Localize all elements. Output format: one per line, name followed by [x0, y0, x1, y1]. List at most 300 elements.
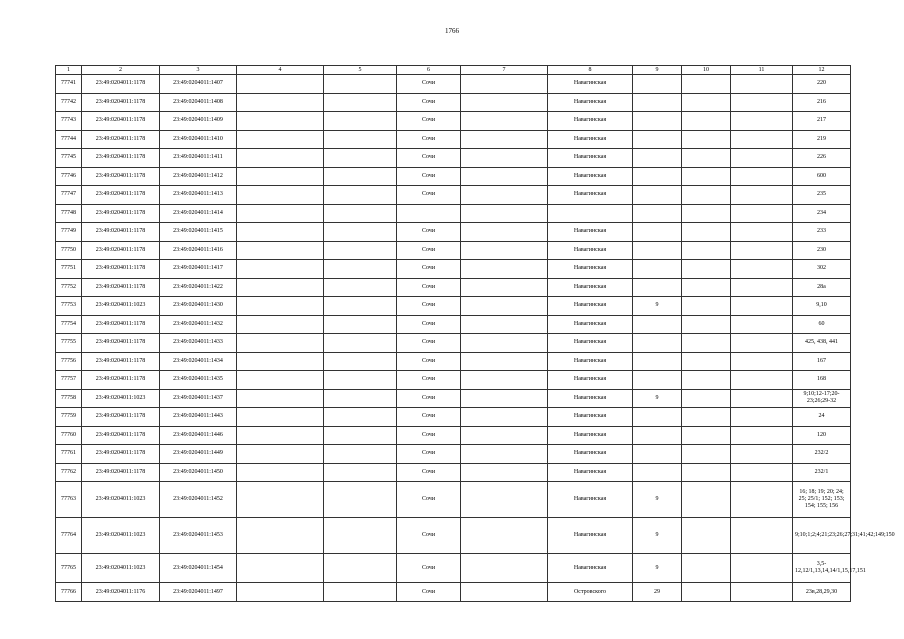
- table-cell: Сочи: [397, 371, 461, 390]
- table-cell: 219: [793, 130, 851, 149]
- table-cell: 23:49:0204011:1178: [82, 241, 160, 260]
- table-cell: Сочи: [397, 463, 461, 482]
- table-cell: 24: [793, 408, 851, 427]
- column-header: 5: [324, 66, 397, 75]
- table-cell: [324, 463, 397, 482]
- table-cell: Сочи: [397, 445, 461, 464]
- table-cell: 23:49:0204011:1178: [82, 315, 160, 334]
- table-cell: [682, 75, 731, 94]
- table-cell: [682, 130, 731, 149]
- table-cell: Навагинская: [548, 334, 633, 353]
- table-cell: Островского: [548, 583, 633, 602]
- table-cell: 23:49:0204011:1422: [160, 278, 237, 297]
- table-cell: [324, 482, 397, 518]
- table-cell: [731, 371, 793, 390]
- table-cell: [237, 130, 324, 149]
- table-cell: [633, 408, 682, 427]
- table-cell: [682, 554, 731, 583]
- table-cell: [461, 297, 548, 316]
- table-cell: [324, 297, 397, 316]
- table-cell: [633, 186, 682, 205]
- table-cell: [633, 315, 682, 334]
- table-cell: 77751: [56, 260, 82, 279]
- table-cell: Сочи: [397, 518, 461, 554]
- table-cell: [461, 554, 548, 583]
- table-cell: [237, 371, 324, 390]
- table-cell: 23:49:0204011:1432: [160, 315, 237, 334]
- table-cell: 77750: [56, 241, 82, 260]
- table-cell: 77759: [56, 408, 82, 427]
- table-cell: [324, 554, 397, 583]
- table-cell: 77763: [56, 482, 82, 518]
- table-cell: Навагинская: [548, 315, 633, 334]
- table-row: [56, 223, 851, 242]
- table-cell: 9: [633, 389, 682, 408]
- table-cell: Навагинская: [548, 278, 633, 297]
- table-cell: [633, 223, 682, 242]
- table-cell: [682, 315, 731, 334]
- column-header: 6: [397, 66, 461, 75]
- column-header: 4: [237, 66, 324, 75]
- table-cell: 23:49:0204011:1178: [82, 112, 160, 131]
- table-cell: Навагинская: [548, 554, 633, 583]
- table-cell: Навагинская: [548, 445, 633, 464]
- table-cell: 23:49:0204011:1178: [82, 149, 160, 168]
- table-row: [56, 482, 851, 518]
- column-header: 8: [548, 66, 633, 75]
- table-cell: 77741: [56, 75, 82, 94]
- table-cell: Навагинская: [548, 167, 633, 186]
- table-cell: [237, 482, 324, 518]
- table-row: [56, 130, 851, 149]
- table-cell: 77743: [56, 112, 82, 131]
- table-cell: Сочи: [397, 186, 461, 205]
- table-row: [56, 241, 851, 260]
- table-cell: [461, 112, 548, 131]
- table-cell: [682, 297, 731, 316]
- table-cell: 233: [793, 223, 851, 242]
- table-cell: [633, 241, 682, 260]
- table-cell: [461, 482, 548, 518]
- table-cell: 23:49:0204011:1023: [82, 482, 160, 518]
- table-cell: [324, 223, 397, 242]
- table-cell: [461, 426, 548, 445]
- table-cell: [731, 75, 793, 94]
- table-cell: 23:49:0204011:1411: [160, 149, 237, 168]
- table-cell: 23:49:0204011:1410: [160, 130, 237, 149]
- table-cell: [324, 583, 397, 602]
- table-cell: Навагинская: [548, 149, 633, 168]
- table-cell: [237, 518, 324, 554]
- table-cell: 23:49:0204011:1178: [82, 167, 160, 186]
- table-cell: 23:49:0204011:1408: [160, 93, 237, 112]
- table-row: [56, 186, 851, 205]
- table-cell: [237, 315, 324, 334]
- table-row: [56, 260, 851, 279]
- table-cell: [731, 518, 793, 554]
- table-cell: Сочи: [397, 334, 461, 353]
- header-row: [56, 66, 851, 75]
- table-cell: [633, 260, 682, 279]
- table-cell: [731, 260, 793, 279]
- table-cell: [461, 445, 548, 464]
- table-cell: [237, 445, 324, 464]
- table-cell: 23:49:0204011:1178: [82, 463, 160, 482]
- table-cell: [731, 241, 793, 260]
- table-cell: [324, 167, 397, 186]
- table-cell: 234: [793, 204, 851, 223]
- table-cell: 16; 18; 19; 20; 24; 25; 25/1; 152; 153; 154; 155; 156: [793, 482, 851, 518]
- table-cell: 77749: [56, 223, 82, 242]
- table-cell: [682, 445, 731, 464]
- table-row: [56, 426, 851, 445]
- table-cell: [682, 223, 731, 242]
- table-cell: 23:49:0204011:1178: [82, 278, 160, 297]
- table-cell: [461, 463, 548, 482]
- table-cell: [461, 149, 548, 168]
- table-cell: Навагинская: [548, 112, 633, 131]
- table-cell: 77765: [56, 554, 82, 583]
- table-cell: Сочи: [397, 167, 461, 186]
- table-cell: 23:49:0204011:1176: [82, 583, 160, 602]
- table-cell: [324, 445, 397, 464]
- table-cell: Навагинская: [548, 426, 633, 445]
- table-cell: 23:49:0204011:1435: [160, 371, 237, 390]
- table-cell: [682, 204, 731, 223]
- table-cell: [237, 75, 324, 94]
- table-row: [56, 204, 851, 223]
- table-row: [56, 149, 851, 168]
- table-cell: 77757: [56, 371, 82, 390]
- table-cell: [237, 554, 324, 583]
- table-row: [56, 297, 851, 316]
- table-cell: [324, 371, 397, 390]
- column-header: 3: [160, 66, 237, 75]
- table-cell: Навагинская: [548, 352, 633, 371]
- table-cell: [237, 223, 324, 242]
- column-header: 2: [82, 66, 160, 75]
- table-cell: 23:49:0204011:1178: [82, 371, 160, 390]
- table-cell: [731, 352, 793, 371]
- table-cell: 77754: [56, 315, 82, 334]
- table-cell: [633, 93, 682, 112]
- table-cell: [237, 260, 324, 279]
- table-cell: 232/1: [793, 463, 851, 482]
- table-cell: Сочи: [397, 241, 461, 260]
- table-cell: Сочи: [397, 554, 461, 583]
- table-cell: Сочи: [397, 315, 461, 334]
- table-cell: 23:49:0204011:1415: [160, 223, 237, 242]
- table-cell: 23:49:0204011:1497: [160, 583, 237, 602]
- table-cell: [731, 149, 793, 168]
- table-row: [56, 334, 851, 353]
- table-cell: [324, 389, 397, 408]
- table-cell: [237, 297, 324, 316]
- table-cell: [461, 371, 548, 390]
- table-cell: [237, 408, 324, 427]
- table-cell: [731, 130, 793, 149]
- table-cell: Навагинская: [548, 93, 633, 112]
- table-cell: 23:49:0204011:1178: [82, 223, 160, 242]
- table-cell: Навагинская: [548, 260, 633, 279]
- table-cell: 23:49:0204011:1413: [160, 186, 237, 205]
- table-cell: [461, 408, 548, 427]
- table-row: [56, 583, 851, 602]
- table-cell: 23:49:0204011:1023: [82, 389, 160, 408]
- table-cell: 216: [793, 93, 851, 112]
- table-row: [56, 389, 851, 408]
- table-cell: [682, 408, 731, 427]
- table-cell: 23:49:0204011:1412: [160, 167, 237, 186]
- table-cell: [633, 463, 682, 482]
- table-cell: 9;10;1;2;4;21;23;26;27;31;41;42;149;150: [793, 518, 851, 554]
- table-cell: [548, 204, 633, 223]
- table-row: [56, 167, 851, 186]
- table-cell: [461, 204, 548, 223]
- table-cell: [731, 112, 793, 131]
- column-header: 12: [793, 66, 851, 75]
- table-cell: [731, 297, 793, 316]
- table-cell: 23:49:0204011:1449: [160, 445, 237, 464]
- table-cell: 28а: [793, 278, 851, 297]
- table-cell: 23:49:0204011:1178: [82, 334, 160, 353]
- table-cell: 23:49:0204011:1453: [160, 518, 237, 554]
- table-cell: [324, 204, 397, 223]
- table-cell: [461, 334, 548, 353]
- table-cell: 77758: [56, 389, 82, 408]
- table-cell: [324, 426, 397, 445]
- table-cell: [682, 260, 731, 279]
- table-cell: [324, 112, 397, 131]
- table-cell: 77742: [56, 93, 82, 112]
- table-cell: 23:49:0204011:1178: [82, 260, 160, 279]
- table-cell: [633, 149, 682, 168]
- table-cell: [461, 241, 548, 260]
- table-cell: [324, 75, 397, 94]
- table-cell: [237, 241, 324, 260]
- table-cell: [324, 93, 397, 112]
- table-cell: [324, 408, 397, 427]
- table-cell: [731, 426, 793, 445]
- table-row: [56, 408, 851, 427]
- table-cell: [633, 167, 682, 186]
- column-header: 7: [461, 66, 548, 75]
- table-cell: [682, 518, 731, 554]
- table-cell: Сочи: [397, 426, 461, 445]
- table-cell: [324, 278, 397, 297]
- table-cell: [237, 583, 324, 602]
- table-cell: 226: [793, 149, 851, 168]
- table-cell: [633, 445, 682, 464]
- table-cell: 23:49:0204011:1178: [82, 204, 160, 223]
- table-cell: 9: [633, 482, 682, 518]
- table-cell: [682, 389, 731, 408]
- table-cell: 23:49:0204011:1023: [82, 554, 160, 583]
- table-cell: [237, 186, 324, 205]
- table-cell: [682, 352, 731, 371]
- table-cell: Сочи: [397, 278, 461, 297]
- table-cell: [633, 130, 682, 149]
- table-cell: [461, 389, 548, 408]
- table-cell: 302: [793, 260, 851, 279]
- table-cell: [461, 223, 548, 242]
- table-cell: 77755: [56, 334, 82, 353]
- table-cell: [237, 149, 324, 168]
- table-cell: 77762: [56, 463, 82, 482]
- table-cell: [324, 241, 397, 260]
- table-cell: Навагинская: [548, 371, 633, 390]
- table-cell: 23:49:0204011:1433: [160, 334, 237, 353]
- table-cell: [633, 334, 682, 353]
- table-cell: 60: [793, 315, 851, 334]
- table-cell: [237, 112, 324, 131]
- table-cell: 23:49:0204011:1407: [160, 75, 237, 94]
- table-cell: [237, 278, 324, 297]
- column-header: 9: [633, 66, 682, 75]
- table-row: [56, 554, 851, 583]
- table-cell: Навагинская: [548, 482, 633, 518]
- table-cell: 120: [793, 426, 851, 445]
- table-cell: 77761: [56, 445, 82, 464]
- table-cell: Сочи: [397, 583, 461, 602]
- table-cell: 23:49:0204011:1434: [160, 352, 237, 371]
- table-cell: [731, 389, 793, 408]
- table-cell: [461, 167, 548, 186]
- table-cell: [682, 371, 731, 390]
- table-cell: 23:49:0204011:1446: [160, 426, 237, 445]
- table-cell: [461, 260, 548, 279]
- table-cell: Сочи: [397, 130, 461, 149]
- table-cell: 217: [793, 112, 851, 131]
- table-cell: [682, 426, 731, 445]
- table-cell: [237, 463, 324, 482]
- table-cell: Сочи: [397, 223, 461, 242]
- table-cell: 23:49:0204011:1409: [160, 112, 237, 131]
- table-cell: [682, 463, 731, 482]
- table-cell: [682, 334, 731, 353]
- table-cell: [237, 389, 324, 408]
- table-row: [56, 445, 851, 464]
- table-cell: [682, 482, 731, 518]
- table-cell: [237, 426, 324, 445]
- table-cell: [633, 204, 682, 223]
- table-cell: 9: [633, 554, 682, 583]
- table-cell: Навагинская: [548, 408, 633, 427]
- table-cell: Навагинская: [548, 130, 633, 149]
- table-cell: [397, 204, 461, 223]
- table-cell: [731, 204, 793, 223]
- table-cell: [731, 167, 793, 186]
- table-cell: 232/2: [793, 445, 851, 464]
- table-cell: 23:49:0204011:1178: [82, 186, 160, 205]
- table-cell: 77760: [56, 426, 82, 445]
- table-cell: [633, 352, 682, 371]
- table-cell: [324, 518, 397, 554]
- table-cell: [324, 130, 397, 149]
- table-cell: [731, 334, 793, 353]
- table-cell: Навагинская: [548, 186, 633, 205]
- table-cell: 235: [793, 186, 851, 205]
- page-number: 1766: [445, 27, 459, 35]
- table-cell: 77746: [56, 167, 82, 186]
- table-row: [56, 371, 851, 390]
- table-cell: [682, 186, 731, 205]
- table-cell: [324, 149, 397, 168]
- table-row: [56, 278, 851, 297]
- table-cell: Навагинская: [548, 518, 633, 554]
- table-cell: 167: [793, 352, 851, 371]
- table-cell: 9: [633, 518, 682, 554]
- table-cell: 23:49:0204011:1178: [82, 445, 160, 464]
- table-cell: 23:49:0204011:1417: [160, 260, 237, 279]
- table-cell: [237, 93, 324, 112]
- table-cell: 23:49:0204011:1023: [82, 297, 160, 316]
- table-cell: 77747: [56, 186, 82, 205]
- table-cell: [324, 186, 397, 205]
- table-cell: [731, 93, 793, 112]
- table-cell: [461, 315, 548, 334]
- table-cell: [237, 167, 324, 186]
- table-cell: Сочи: [397, 93, 461, 112]
- table-cell: Навагинская: [548, 241, 633, 260]
- table-cell: 77745: [56, 149, 82, 168]
- table-cell: Сочи: [397, 408, 461, 427]
- table-cell: [633, 75, 682, 94]
- table-cell: 77764: [56, 518, 82, 554]
- table-cell: Сочи: [397, 352, 461, 371]
- table-cell: [731, 554, 793, 583]
- table-cell: 77748: [56, 204, 82, 223]
- table-cell: Сочи: [397, 482, 461, 518]
- table-cell: [633, 278, 682, 297]
- table-cell: [633, 112, 682, 131]
- registry-table: [55, 65, 895, 602]
- table-row: [56, 518, 851, 554]
- table-cell: Сочи: [397, 297, 461, 316]
- table-cell: 23:49:0204011:1437: [160, 389, 237, 408]
- table-cell: [237, 352, 324, 371]
- table-cell: [237, 204, 324, 223]
- table-cell: Навагинская: [548, 389, 633, 408]
- table-cell: [731, 583, 793, 602]
- table-cell: 23:49:0204011:1450: [160, 463, 237, 482]
- table-cell: Сочи: [397, 260, 461, 279]
- table-cell: 77752: [56, 278, 82, 297]
- table-cell: Навагинская: [548, 463, 633, 482]
- table-cell: [682, 149, 731, 168]
- table-cell: Навагинская: [548, 223, 633, 242]
- table-cell: 230: [793, 241, 851, 260]
- table-cell: [461, 278, 548, 297]
- table-cell: Сочи: [397, 149, 461, 168]
- table-cell: 9;10;12-17;20-23;26;29-32: [793, 389, 851, 408]
- table-cell: [682, 93, 731, 112]
- table-row: [56, 463, 851, 482]
- table-body: [56, 75, 895, 602]
- table-row: [56, 75, 851, 94]
- table-cell: [731, 223, 793, 242]
- table-cell: [461, 186, 548, 205]
- table-row: [56, 112, 851, 131]
- table-cell: [682, 583, 731, 602]
- table-cell: [461, 518, 548, 554]
- table-cell: [682, 112, 731, 131]
- table-cell: 23:49:0204011:1443: [160, 408, 237, 427]
- table-cell: 23:49:0204011:1178: [82, 130, 160, 149]
- table-cell: 23:49:0204011:1416: [160, 241, 237, 260]
- table-cell: Навагинская: [548, 75, 633, 94]
- table-cell: 77766: [56, 583, 82, 602]
